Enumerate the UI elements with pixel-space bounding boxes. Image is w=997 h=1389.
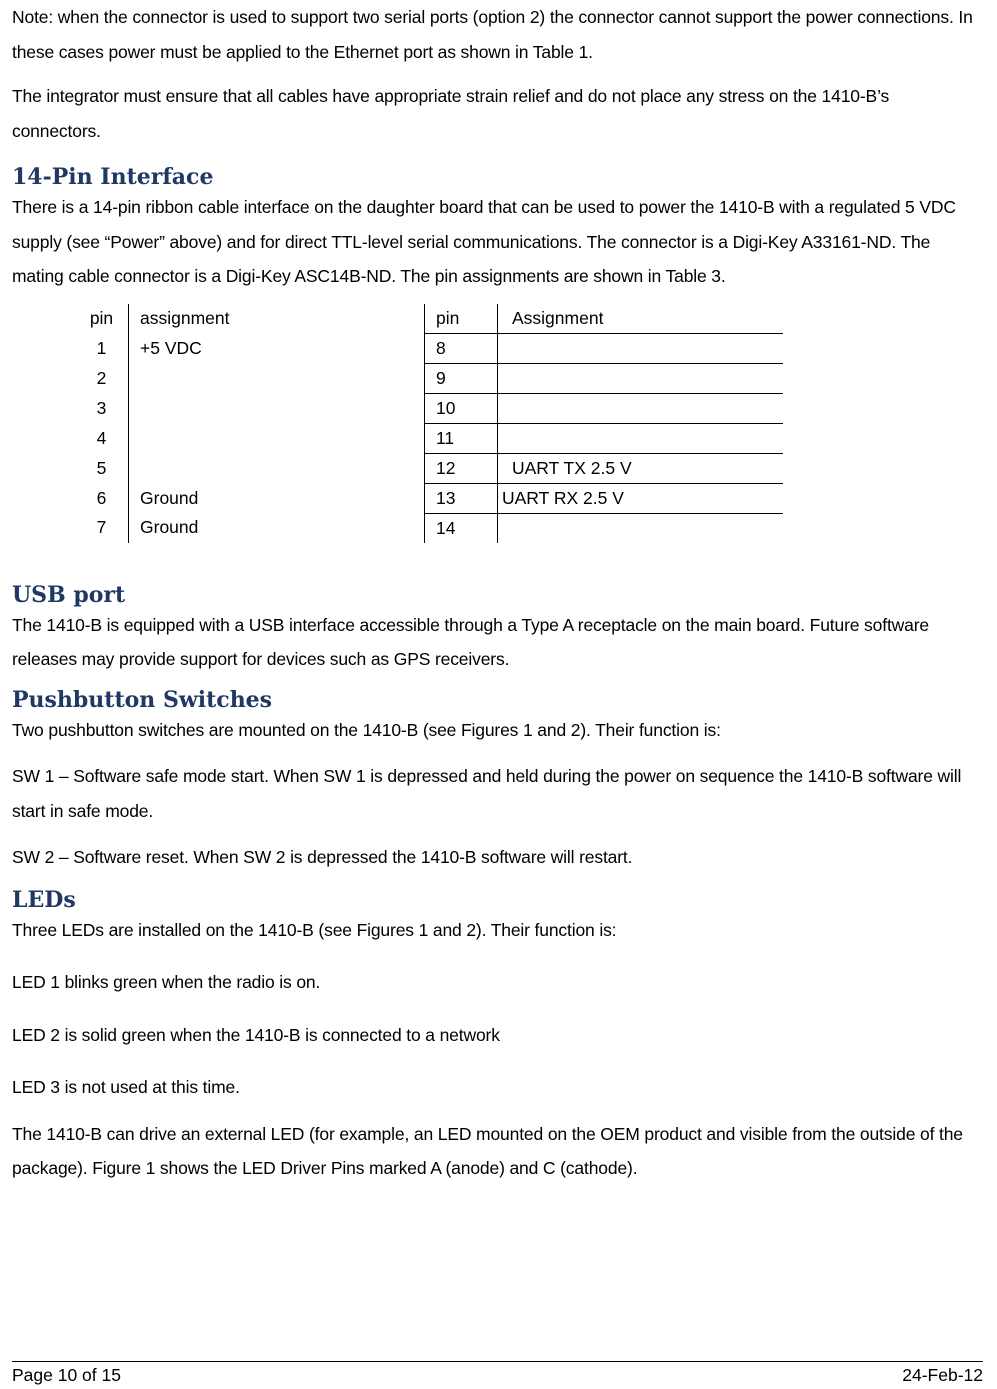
pin-number: 10	[425, 393, 498, 423]
pin-assignment	[129, 363, 425, 393]
table-row	[75, 453, 783, 483]
led2-text: LED 2 is solid green when the 1410-B is connected to a network	[12, 1024, 500, 1045]
header-pin-left: pin	[75, 304, 129, 334]
pin-number: 6	[75, 483, 129, 513]
external-led-text: The 1410-B can drive an external LED (for example, an LED mounted on the OEM product and visible from the outside of the package). Figure 1 shows the LED Driver Pins marked A (anode) and C (cathode).	[12, 1123, 963, 1178]
table-row	[75, 363, 783, 393]
pin-number: 1	[75, 333, 129, 363]
pin-assignment	[498, 333, 784, 363]
section-heading-leds: LEDs	[12, 886, 76, 913]
led1-text: LED 1 blinks green when the radio is on.	[12, 972, 321, 992]
table-row	[75, 393, 783, 423]
pin-number: 4	[75, 423, 129, 453]
section-heading-14-pin: 14-Pin Interface	[12, 164, 214, 190]
pin-assignment	[129, 453, 425, 483]
pin-number: 2	[75, 363, 129, 393]
pin-number: 3	[75, 393, 129, 423]
table-header-row	[75, 304, 783, 334]
document-page	[12, 0, 982, 1186]
pin-assignment: +5 VDC	[129, 333, 425, 363]
pin-assignment	[498, 363, 784, 393]
pin-assignment	[129, 393, 425, 423]
header-assignment-right: Assignment	[498, 304, 784, 334]
pin-number: 9	[425, 363, 498, 393]
pin-assignment-block	[12, 294, 982, 544]
pin-number: 14	[425, 513, 498, 543]
switch-sw1-text: SW 1 – Software safe mode start. When SW 1 is depressed and held during the power on sequence the 1410-B software will start in safe mode.	[12, 766, 962, 821]
section-heading-usb: USB port	[12, 581, 126, 608]
table-row	[75, 513, 783, 543]
pin-assignment: Ground	[129, 483, 425, 513]
header-pin-right: pin	[425, 304, 498, 334]
pin-number: 8	[425, 333, 498, 363]
switches-intro: Two pushbutton switches are mounted on the 1410-B (see Figures 1 and 2). Their function is:	[12, 719, 721, 740]
footer-date: 24-Feb-12	[902, 1365, 983, 1385]
pin-assignment: UART RX 2.5 V	[498, 483, 784, 513]
pin-assignment	[129, 423, 425, 453]
pin-assignment	[498, 393, 784, 423]
pin-interface-text: There is a 14-pin ribbon cable interface on the daughter board that can be used to power the 1410-B with a regulated 5 VDC supply (see “Power” above) and for direct TTL-level serial communications. The connector is a Digi-Key A33161-ND. The mating cable connector is a Digi-Key ASC14B-ND. The pin assignments are shown in Table 3.	[12, 197, 956, 286]
pin-assignment-table	[75, 304, 783, 543]
leds-intro: Three LEDs are installed on the 1410-B (see Figures 1 and 2). Their function is:	[12, 919, 617, 940]
pin-number: 7	[75, 513, 129, 543]
strain-relief-note: The integrator must ensure that all cables have appropriate strain relief and do not place any stress on the 1410-B’s connectors.	[12, 86, 890, 141]
table-row	[75, 333, 783, 363]
page-footer	[12, 1361, 983, 1388]
table-row	[75, 423, 783, 453]
pin-number: 11	[425, 423, 498, 453]
pin-number: 13	[425, 483, 498, 513]
usb-text: The 1410-B is equipped with a USB interface accessible through a Type A receptacle on the main board. Future software releases may provide support for devices such as GPS receivers.	[12, 614, 929, 669]
pin-assignment: UART TX 2.5 V	[498, 453, 784, 483]
page-number: Page 10 of 15	[12, 1365, 121, 1385]
pin-number: 12	[425, 453, 498, 483]
table-row	[75, 483, 783, 513]
connector-note: Note: when the connector is used to support two serial ports (option 2) the connector cannot support the power connections. In these cases power must be applied to the Ethernet port as shown in Table 1.	[12, 7, 973, 62]
pin-assignment	[498, 513, 784, 543]
switch-sw2-text: SW 2 – Software reset. When SW 2 is depressed the 1410-B software will restart.	[12, 847, 633, 867]
pin-assignment	[498, 423, 784, 453]
header-assignment-left: assignment	[129, 304, 425, 334]
section-heading-switches: Pushbutton Switches	[12, 686, 273, 713]
pin-assignment: Ground	[129, 513, 425, 543]
pin-number: 5	[75, 453, 129, 483]
led3-text: LED 3 is not used at this time.	[12, 1077, 240, 1097]
